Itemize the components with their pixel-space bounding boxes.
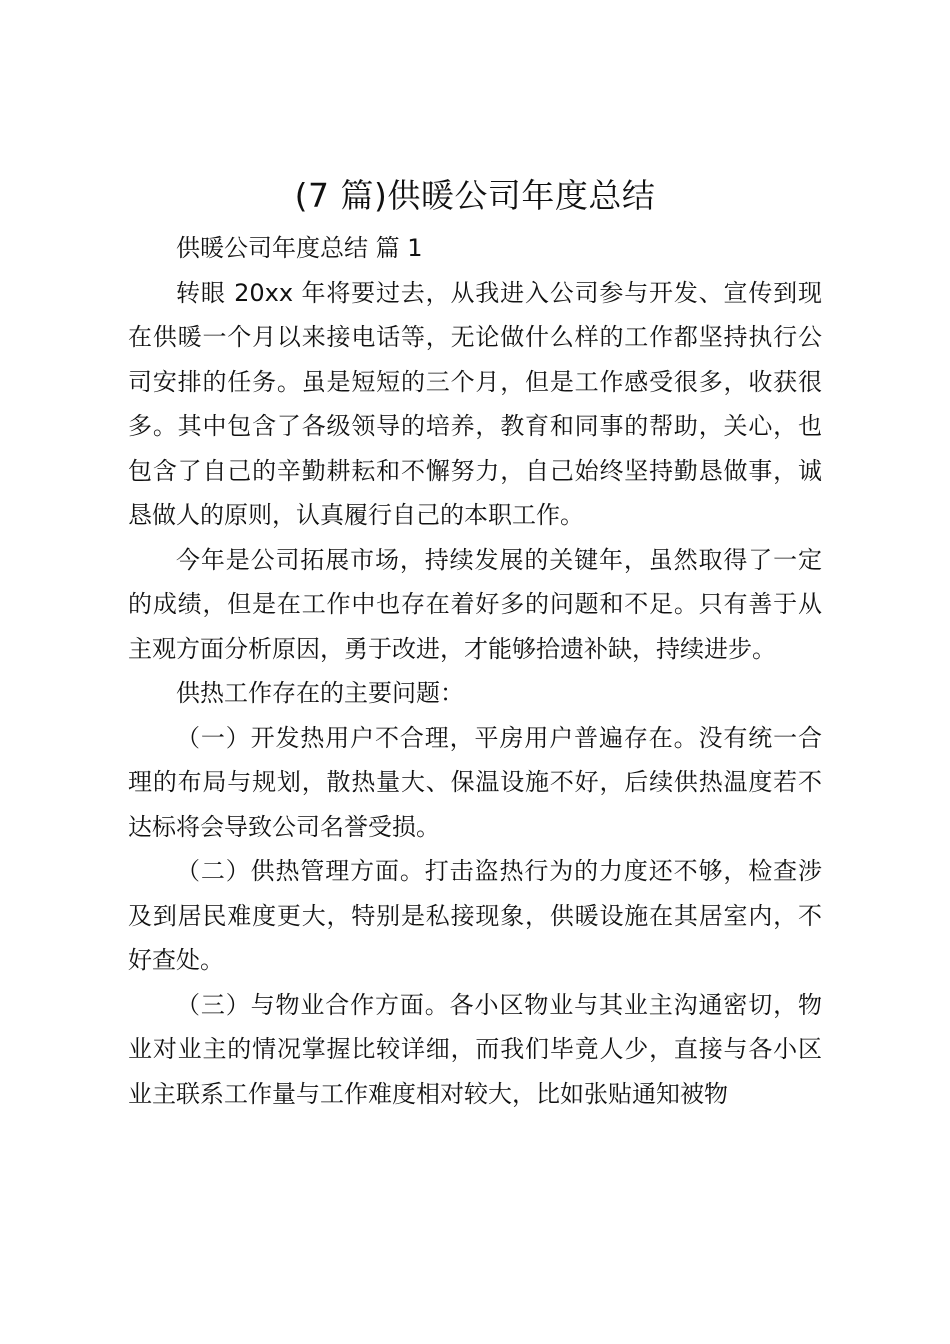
document-title: (7 篇)供暖公司年度总结 (294, 176, 656, 215)
paragraph-problem-2: （二）供热管理方面。打击盗热行为的力度还不够，检查涉及到居民难度更大，特别是私接现象，供暖设施在其居室内，不好查处。 (128, 857, 822, 974)
section-heading: 供暖公司年度总结 篇 1 (176, 234, 423, 262)
paragraph-problem-1: （一）开发热用户不合理，平房用户普遍存在。没有统一合理的布局与规划，散热量大、保温设施不好，后续供热温度若不达标将会导致公司名誉受损。 (128, 723, 822, 841)
document-body (128, 226, 822, 1116)
paragraph-intro: 转眼 20xx 年将要过去，从我进入公司参与开发、宣传到现在供暖一个月以来接电话等，无论做什么样的工作都坚持执行公司安排的任务。虽是短短的三个月，但是工作感受很多，收获很多。其中包含了各级领导的培养，教育和同事的帮助，关心，也包含了自己的辛勤耕耘和不懈努力，自己始终坚持勤恳做事，诚恳做人的原则，认真履行自己的本职工作。 (128, 278, 822, 529)
paragraph-year-summary: 今年是公司拓展市场，持续发展的关键年，虽然取得了一定的成绩，但是在工作中也存在着好多的问题和不足。只有善于从主观方面分析原因，勇于改进，才能够拾遗补缺，持续进步。 (128, 545, 822, 663)
paragraph-problem-3: （三）与物业合作方面。各小区物业与其业主沟通密切，物业对业主的情况掌握比较详细，而我们毕竟人少，直接与各小区业主联系工作量与工作难度相对较大，比如张贴通知被物 (128, 990, 822, 1108)
paragraph-problems-heading: 供热工作存在的主要问题： (176, 679, 464, 707)
